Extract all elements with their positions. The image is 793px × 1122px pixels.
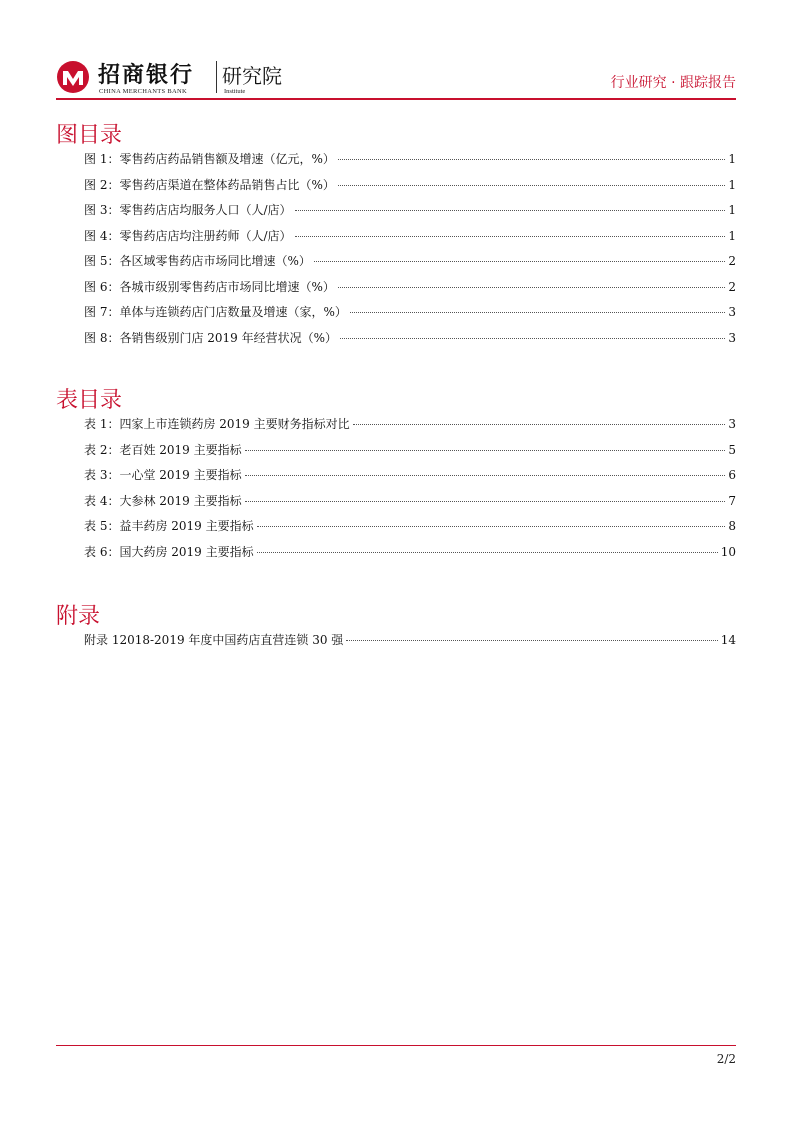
toc-entry-label: 表 1：四家上市连锁药房 2019 主要财务指标对比 xyxy=(84,417,350,431)
toc-entry-page: 7 xyxy=(728,493,736,508)
toc-entry-label: 图 2：零售药店渠道在整体药品销售占比（%） xyxy=(84,177,335,192)
toc-entry[interactable] xyxy=(84,201,736,227)
toc-leader-dots xyxy=(338,159,726,160)
toc-entry-label: 表 2：老百姓 2019 主要指标 xyxy=(84,442,242,457)
toc-entry[interactable] xyxy=(84,466,736,492)
page-number: 2/2 xyxy=(716,1052,736,1066)
toc-entry-page: 6 xyxy=(728,468,736,482)
toc-entry-label: 表 4：大参林 2019 主要指标 xyxy=(84,493,242,508)
toc-entry[interactable] xyxy=(84,227,736,253)
toc-entry[interactable] xyxy=(84,252,736,278)
header-divider xyxy=(216,61,217,93)
toc-entry-page: 14 xyxy=(720,633,736,647)
toc-entry[interactable] xyxy=(84,176,736,202)
toc-leader-dots xyxy=(295,236,726,237)
toc-leader-dots xyxy=(245,450,726,451)
toc-entry[interactable] xyxy=(84,441,736,467)
toc-leader-dots xyxy=(295,210,726,211)
toc-leader-dots xyxy=(338,185,726,186)
toc-entry[interactable] xyxy=(84,543,736,569)
page-header xyxy=(56,58,736,96)
toc-entry-page: 1 xyxy=(728,203,736,217)
toc-entry-label: 表 6：国大药房 2019 主要指标 xyxy=(84,544,254,559)
footer-rule xyxy=(56,1045,736,1046)
toc-entry-page: 2 xyxy=(728,279,736,294)
toc-leader-dots xyxy=(350,312,726,313)
toc-entry-label: 附录 12018-2019 年度中国药店直营连锁 30 强 xyxy=(84,633,344,647)
toc-entry[interactable] xyxy=(84,517,736,543)
toc-entry-label: 图 6：各城市级别零售药店市场同比增速（%） xyxy=(84,279,335,294)
tables-toc-list xyxy=(84,415,736,568)
toc-entry[interactable] xyxy=(84,150,736,176)
figures-section-title: 图目录 xyxy=(56,123,123,148)
toc-leader-dots xyxy=(340,338,725,339)
toc-leader-dots xyxy=(257,526,726,527)
toc-entry-label: 图 3：零售药店店均服务人口（人/店） xyxy=(84,203,292,217)
toc-entry-label: 图 8：各销售级别门店 2019 年经营状况（%） xyxy=(84,330,338,345)
toc-entry-page: 3 xyxy=(728,417,736,431)
toc-entry-page: 3 xyxy=(728,305,736,319)
toc-leader-dots xyxy=(245,501,726,502)
toc-entry-page: 1 xyxy=(728,228,736,243)
appendix-section-title: 附录 xyxy=(56,604,101,629)
toc-leader-dots xyxy=(314,261,726,262)
appendix-toc-list xyxy=(84,631,736,657)
toc-entry-page: 10 xyxy=(720,544,736,559)
toc-entry-page: 2 xyxy=(728,254,736,268)
toc-entry-page: 1 xyxy=(728,177,736,192)
toc-entry[interactable] xyxy=(84,415,736,441)
toc-leader-dots xyxy=(338,287,726,288)
toc-entry[interactable] xyxy=(84,303,736,329)
toc-entry-page: 8 xyxy=(728,519,736,533)
toc-entry[interactable] xyxy=(84,492,736,518)
toc-entry[interactable] xyxy=(84,631,736,657)
toc-leader-dots xyxy=(346,640,717,641)
toc-entry-label: 表 5：益丰药房 2019 主要指标 xyxy=(84,519,254,533)
report-type: 行业研究 · 跟踪报告 xyxy=(610,75,736,91)
toc-entry-label: 图 4：零售药店店均注册药师（人/店） xyxy=(84,228,292,243)
toc-entry[interactable] xyxy=(84,278,736,304)
toc-entry-label: 图 1：零售药店药品销售额及增速（亿元，%） xyxy=(84,152,335,166)
toc-entry-page: 5 xyxy=(728,442,736,457)
toc-leader-dots xyxy=(353,424,726,425)
brand-name-en: CHINA MERCHANTS BANK xyxy=(99,88,187,95)
china-merchants-bank-logo-icon xyxy=(56,60,90,94)
institute-name-en: Institute xyxy=(224,88,246,95)
toc-leader-dots xyxy=(245,475,726,476)
header-rule xyxy=(56,98,736,100)
brand-name-cn: 招商银行 xyxy=(98,63,195,88)
toc-entry-label: 表 3：一心堂 2019 主要指标 xyxy=(84,468,242,482)
tables-section-title: 表目录 xyxy=(56,388,123,413)
toc-entry[interactable] xyxy=(84,329,736,355)
figures-toc-list xyxy=(84,150,736,354)
toc-entry-label: 图 7：单体与连锁药店门店数量及增速（家，%） xyxy=(84,305,347,319)
toc-entry-label: 图 5：各区域零售药店市场同比增速（%） xyxy=(84,254,311,268)
toc-entry-page: 3 xyxy=(728,330,736,345)
toc-leader-dots xyxy=(257,552,718,553)
toc-entry-page: 1 xyxy=(728,152,736,166)
institute-name-cn: 研究院 xyxy=(222,64,282,88)
